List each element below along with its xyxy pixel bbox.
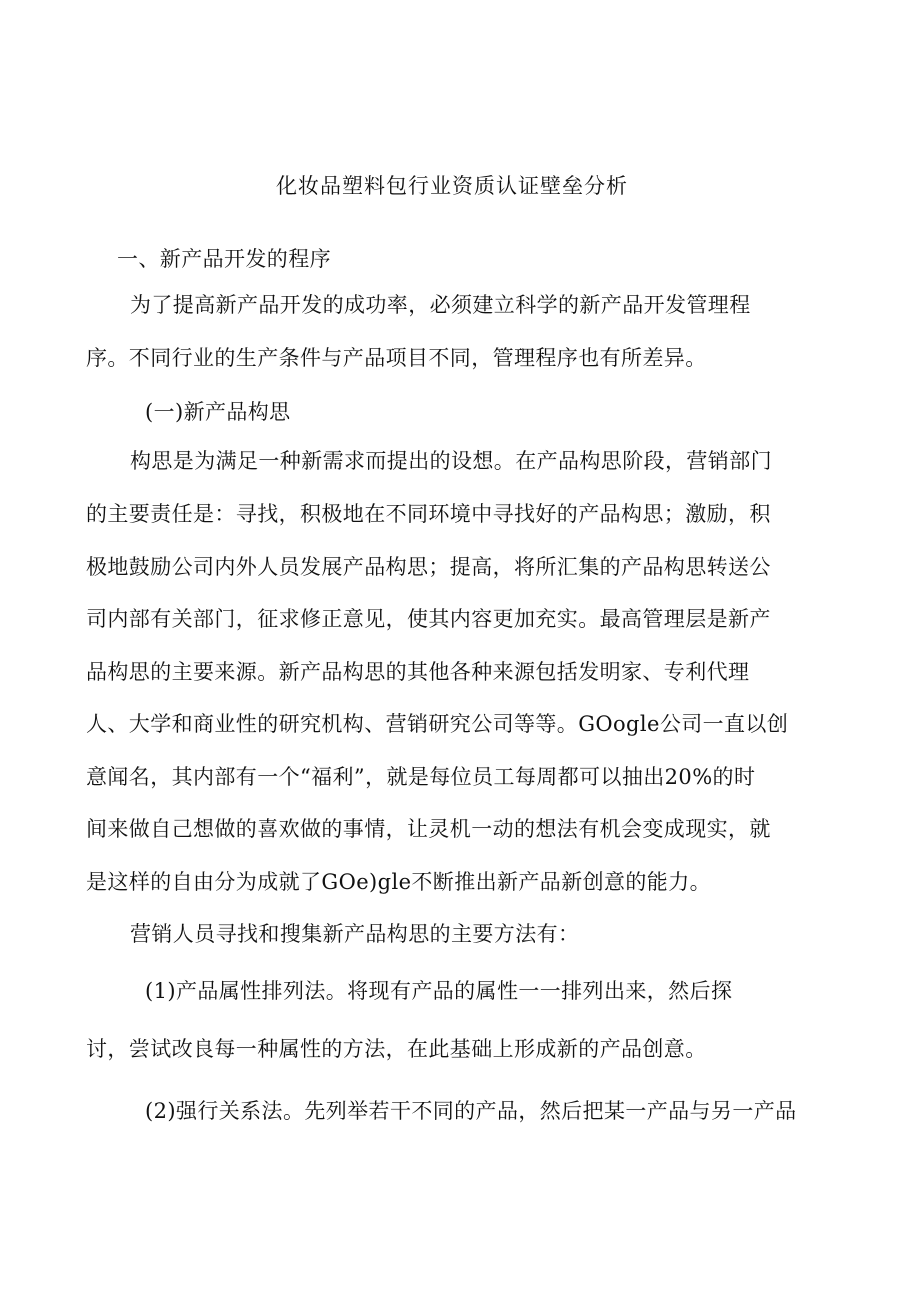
methods-intro: 营销人员寻找和搜集新产品构思的主要方法有： bbox=[130, 922, 580, 946]
method-1-line-2: 讨，尝试改良每一种属性的方法，在此基础上形成新的产品创意。 bbox=[86, 1037, 707, 1061]
paragraph-line: 间来做自己想做的喜欢做的事情，让灵机一动的想法有机会变成现实，就 bbox=[86, 817, 771, 841]
section-heading: 一、新产品开发的程序 bbox=[117, 247, 331, 271]
paragraph-line: 司内部有关部门，征求修正意见，使其内容更加充实。最高管理层是新产 bbox=[86, 607, 771, 631]
subsection-heading: (一)新产品构思 bbox=[145, 400, 291, 424]
paragraph-line: 极地鼓励公司内外人员发展产品构思；提高，将所汇集的产品构思转送公 bbox=[86, 555, 771, 579]
method-2-line-1: (2)强行关系法。先列举若干不同的产品，然后把某一产品与另一产品 bbox=[145, 1099, 797, 1123]
paragraph-line: 的主要责任是：寻找，积极地在不同环境中寻找好的产品构思；激励，积 bbox=[86, 502, 771, 526]
intro-line-2: 序。不同行业的生产条件与产品项目不同，管理程序也有所差异。 bbox=[86, 346, 707, 370]
intro-line-1: 为了提高新产品开发的成功率，必须建立科学的新产品开发管理程 bbox=[130, 293, 751, 317]
paragraph-line: 品构思的主要来源。新产品构思的其他各种来源包括发明家、专利代理 bbox=[86, 660, 750, 684]
paragraph-line: 意闻名，其内部有一个“福利”，就是每位员工每周都可以抽出20%的时 bbox=[86, 765, 756, 789]
method-1-line-1: (1)产品属性排列法。将现有产品的属性一一排列出来，然后探 bbox=[145, 979, 733, 1003]
document-title: 化妆品塑料包行业资质认证壁垒分析 bbox=[276, 174, 628, 198]
paragraph-line: 是这样的自由分为成就了GOe)gle不断推出新产品新创意的能力。 bbox=[86, 870, 711, 894]
paragraph-line: 构思是为满足一种新需求而提出的设想。在产品构思阶段，营销部门 bbox=[130, 449, 772, 473]
paragraph-line: 人、大学和商业性的研究机构、营销研究公司等等。GOogle公司一直以创 bbox=[86, 712, 789, 736]
